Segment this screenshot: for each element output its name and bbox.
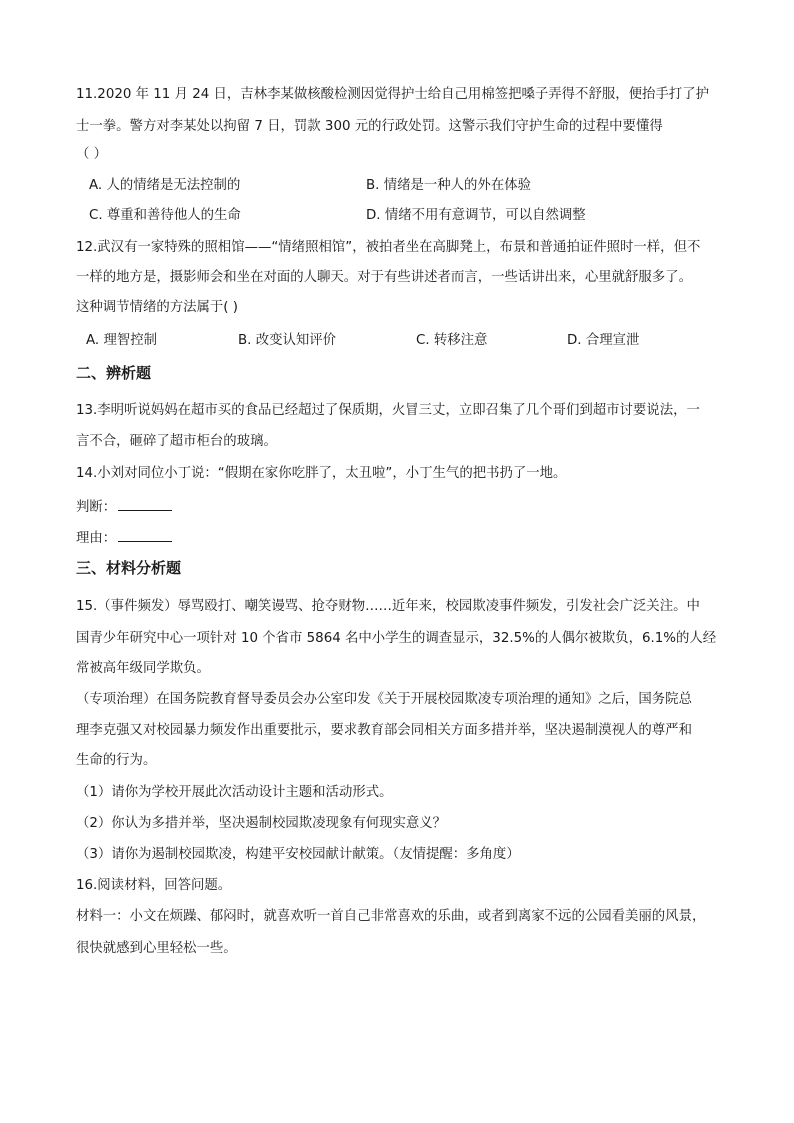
q14-reason-label: 理由：: [76, 531, 117, 546]
q12-option-d[interactable]: D. 合理宣泄: [567, 333, 640, 348]
q15-para2-line1: （专项治理）在国务院教育督导委员会办公室印发《关于开展校园欺凌专项治理的通知》之后，国务院总: [76, 692, 692, 707]
section-title-material-analysis: 三、材料分析题: [76, 559, 182, 577]
q12-option-c[interactable]: C. 转移注意: [416, 333, 488, 348]
q15-subquestion-2: （2）你认为多措并举，坚决遏制校园欺凌现象有何现实意义？: [76, 816, 447, 831]
q15-para1-line2: 国青少年研究中心一项针对 10 个省市 5864 名中小学生的调查显示，32.5%的人偶尔被欺负，6.1%的人经: [76, 631, 717, 646]
q16-material1-line1: 材料一：小文在烦躁、郁闷时，就喜欢听一首自己非常喜欢的乐曲，或者到离家不远的公园看美丽的风景，: [76, 909, 706, 924]
q12-stem-line2: 一样的地方是，摄影师会和坐在对面的人聊天。对于有些讲述者而言，一些话讲出来，心里就舒服多了。: [76, 270, 692, 285]
q15-para1-line3: 常被高年级同学欺负。: [76, 661, 210, 676]
q11-answer-paren: （ ）: [76, 147, 108, 162]
q16-stem: 16.阅读材料，回答问题。: [76, 878, 232, 893]
q13-stem-line1: 13.李明听说妈妈在超市买的食品已经超过了保质期，火冒三丈，立即召集了几个哥们到超市讨要说法，一: [76, 403, 700, 418]
q15-para2-line3: 生命的行为。: [76, 753, 157, 768]
q14-reason-row: [76, 527, 172, 549]
q12-stem-line3: 这种调节情绪的方法属于( ): [76, 300, 239, 315]
q14-judge-row: [76, 496, 172, 518]
q11-option-b[interactable]: B. 情绪是一种人的外在体验: [366, 178, 531, 193]
q11-option-c[interactable]: C. 尊重和善待他人的生命: [89, 208, 241, 223]
q11-stem-line1: 11.2020 年 11 月 24 日，吉林李某做核酸检测因觉得护士给自己用棉签把嗓子弄得不舒服，便抬手打了护: [76, 87, 709, 102]
section-title-discrimination: 二、辨析题: [76, 364, 152, 382]
q14-stem: 14.小刘对同位小丁说：“假期在家你吃胖了，太丑啦”，小丁生气的把书扔了一地。: [76, 466, 567, 481]
q15-para1-line1: 15.（事件频发）辱骂殴打、嘲笑谩骂、抢夺财物……近年来，校园欺凌事件频发，引发社会广泛关注。中: [76, 599, 700, 614]
q16-material1-line2: 很快就感到心里轻松一些。: [76, 941, 237, 956]
q14-reason-blank[interactable]: [118, 527, 172, 542]
q14-judge-blank[interactable]: [118, 496, 172, 511]
q15-subquestion-1: （1）请你为学校开展此次活动设计主题和活动形式。: [76, 785, 393, 800]
q14-judge-label: 判断：: [76, 500, 117, 515]
q15-subquestion-3: （3）请你为遏制校园欺凌，构建平安校园献计献策。（友情提醒：多角度）: [76, 847, 520, 862]
q12-option-b[interactable]: B. 改变认知评价: [238, 333, 337, 348]
q12-stem-line1: 12.武汉有一家特殊的照相馆——“情绪照相馆”，被拍者坐在高脚凳上，布景和普通拍证件照时一样，但不: [76, 240, 701, 255]
q11-option-d[interactable]: D. 情绪不用有意调节，可以自然调整: [366, 208, 586, 223]
q12-option-a[interactable]: A. 理智控制: [86, 333, 157, 348]
q13-stem-line2: 言不合，砸碎了超市柜台的玻璃。: [76, 434, 277, 449]
q11-stem-line2: 士一拳。警方对李某处以拘留 7 日，罚款 300 元的行政处罚。这警示我们守护生命的过程中要懂得: [76, 119, 663, 134]
q11-option-a[interactable]: A. 人的情绪是无法控制的: [89, 178, 241, 193]
q15-para2-line2: 理李克强又对校园暴力频发作出重要批示，要求教育部会同相关方面多措并举，坚决遏制漠视人的尊严和: [76, 723, 692, 738]
